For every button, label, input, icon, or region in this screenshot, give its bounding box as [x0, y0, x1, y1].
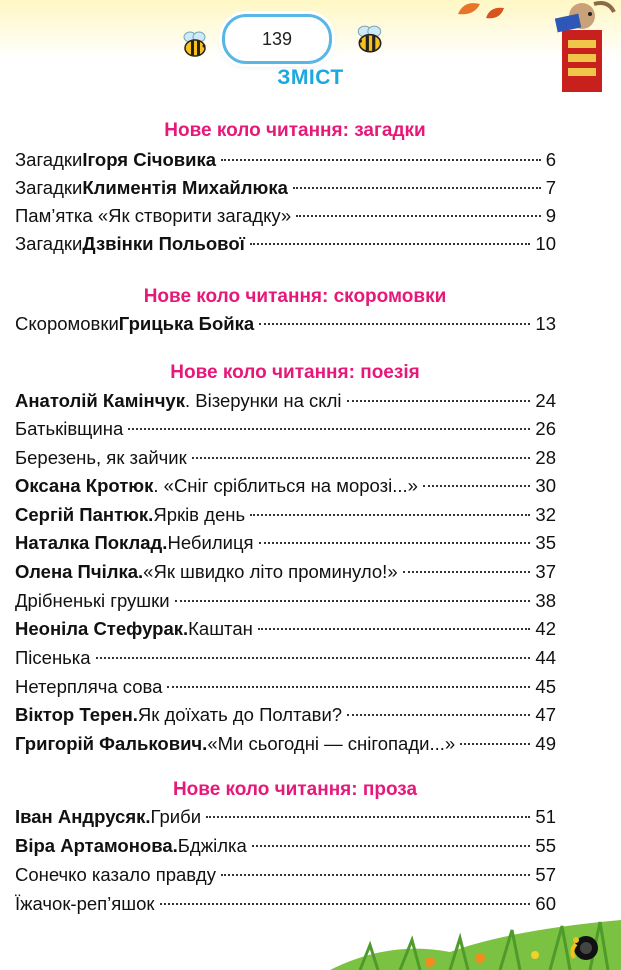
toc-entry: Пісенька 44 [15, 647, 556, 668]
toc-entry: Неоніла Стефурак. Каштан 42 [15, 618, 556, 639]
page-ref: 10 [535, 233, 556, 254]
dot-leader [259, 542, 531, 544]
toc-entry: Іван Андрусяк. Гриби 51 [15, 806, 556, 827]
page-ref: 32 [535, 504, 556, 525]
toc-entry: Анатолій Камінчук . Візерунки на склі 24 [15, 390, 556, 411]
toc-entry: Оксана Кротюк . «Сніг сріблиться на морозі...» 30 [15, 475, 556, 496]
page-ref: 13 [535, 313, 556, 334]
page-number-badge [222, 14, 332, 64]
toc-entry: Загадки Ігоря Січовика 6 [15, 149, 556, 170]
toc-entry: Дрібненькі грушки 38 [15, 590, 556, 611]
leaf-icon [484, 6, 506, 22]
dot-leader [296, 215, 541, 217]
page-ref: 49 [535, 733, 556, 754]
dot-leader [167, 686, 530, 688]
dot-leader [460, 743, 530, 745]
dot-leader [192, 457, 531, 459]
dot-leader [96, 657, 531, 659]
toc-entry: Березень, як зайчик 28 [15, 447, 556, 468]
dot-leader [403, 571, 531, 573]
dot-leader [293, 187, 541, 189]
toc-entry: Віктор Терен. Як доїхать до Полтави? 47 [15, 704, 556, 725]
toc-entry: Сергій Пантюк. Ярків день 32 [15, 504, 556, 525]
page-number: 139 [261, 28, 293, 49]
page-ref: 28 [535, 447, 556, 468]
page-ref: 7 [545, 177, 556, 198]
toc-entry: Батьківщина 26 [15, 418, 556, 439]
dot-leader [221, 159, 541, 161]
page-ref: 42 [535, 618, 556, 639]
page-ref: 38 [535, 590, 556, 611]
toc-entry: Наталка Поклад. Небилиця 35 [15, 532, 556, 553]
toc-entry: Віра Артамонова. Бджілка 55 [15, 835, 556, 856]
toc-entry: Загадки Климентія Михайлюка 7 [15, 177, 556, 198]
toc-entry: Григорій Фалькович. «Ми сьогодні — снігопади...» 49 [15, 733, 556, 754]
page-ref: 60 [535, 893, 556, 914]
dot-leader [347, 400, 531, 402]
snail-icon [566, 928, 600, 962]
page-ref: 6 [545, 149, 556, 170]
dot-leader [250, 243, 531, 245]
section-title: Нове коло читання: загадки [164, 120, 426, 141]
page-ref: 35 [535, 532, 556, 553]
page-ref: 30 [535, 475, 556, 496]
dot-leader [175, 600, 531, 602]
page-ref: 24 [535, 390, 556, 411]
dot-leader [252, 845, 531, 847]
leaf-icon [456, 0, 482, 18]
page-ref: 44 [535, 647, 556, 668]
page-ref: 47 [535, 704, 556, 725]
toc-entry: Загадки Дзвінки Польової 10 [15, 233, 556, 254]
dot-leader [259, 323, 530, 325]
toc-entry: Пам’ятка «Як створити загадку» 9 [15, 205, 556, 226]
section-title: Нове коло читання: проза [172, 779, 418, 800]
bee-icon [180, 30, 210, 60]
toc-entry: Сонечко казало правду 57 [15, 864, 556, 885]
dot-leader [221, 874, 530, 876]
toc-entry: Нетерпляча сова 45 [15, 676, 556, 697]
dot-leader [128, 428, 530, 430]
page-ref: 55 [535, 835, 556, 856]
dot-leader [423, 485, 531, 487]
dot-leader [206, 816, 530, 818]
section-title: Нове коло читання: поезія [170, 362, 420, 383]
page-ref: 9 [545, 205, 556, 226]
section-title: Нове коло читання: скоромовки [143, 286, 447, 307]
page-ref: 26 [535, 418, 556, 439]
bee-icon [354, 24, 386, 56]
toc-entry: Їжачок-реп’яшок 60 [15, 893, 556, 914]
page-title: ЗМІСТ [277, 66, 344, 89]
dot-leader [347, 714, 530, 716]
page-ref: 57 [535, 864, 556, 885]
toc-entry: Скоромовки Грицька Бойка 13 [15, 313, 556, 334]
dot-leader [258, 628, 531, 630]
dot-leader [250, 514, 530, 516]
toc-entry: Олена Пчілка. «Як швидко літо проминуло!» 37 [15, 561, 556, 582]
page-ref: 45 [535, 676, 556, 697]
page-ref: 51 [535, 806, 556, 827]
page-ref: 37 [535, 561, 556, 582]
